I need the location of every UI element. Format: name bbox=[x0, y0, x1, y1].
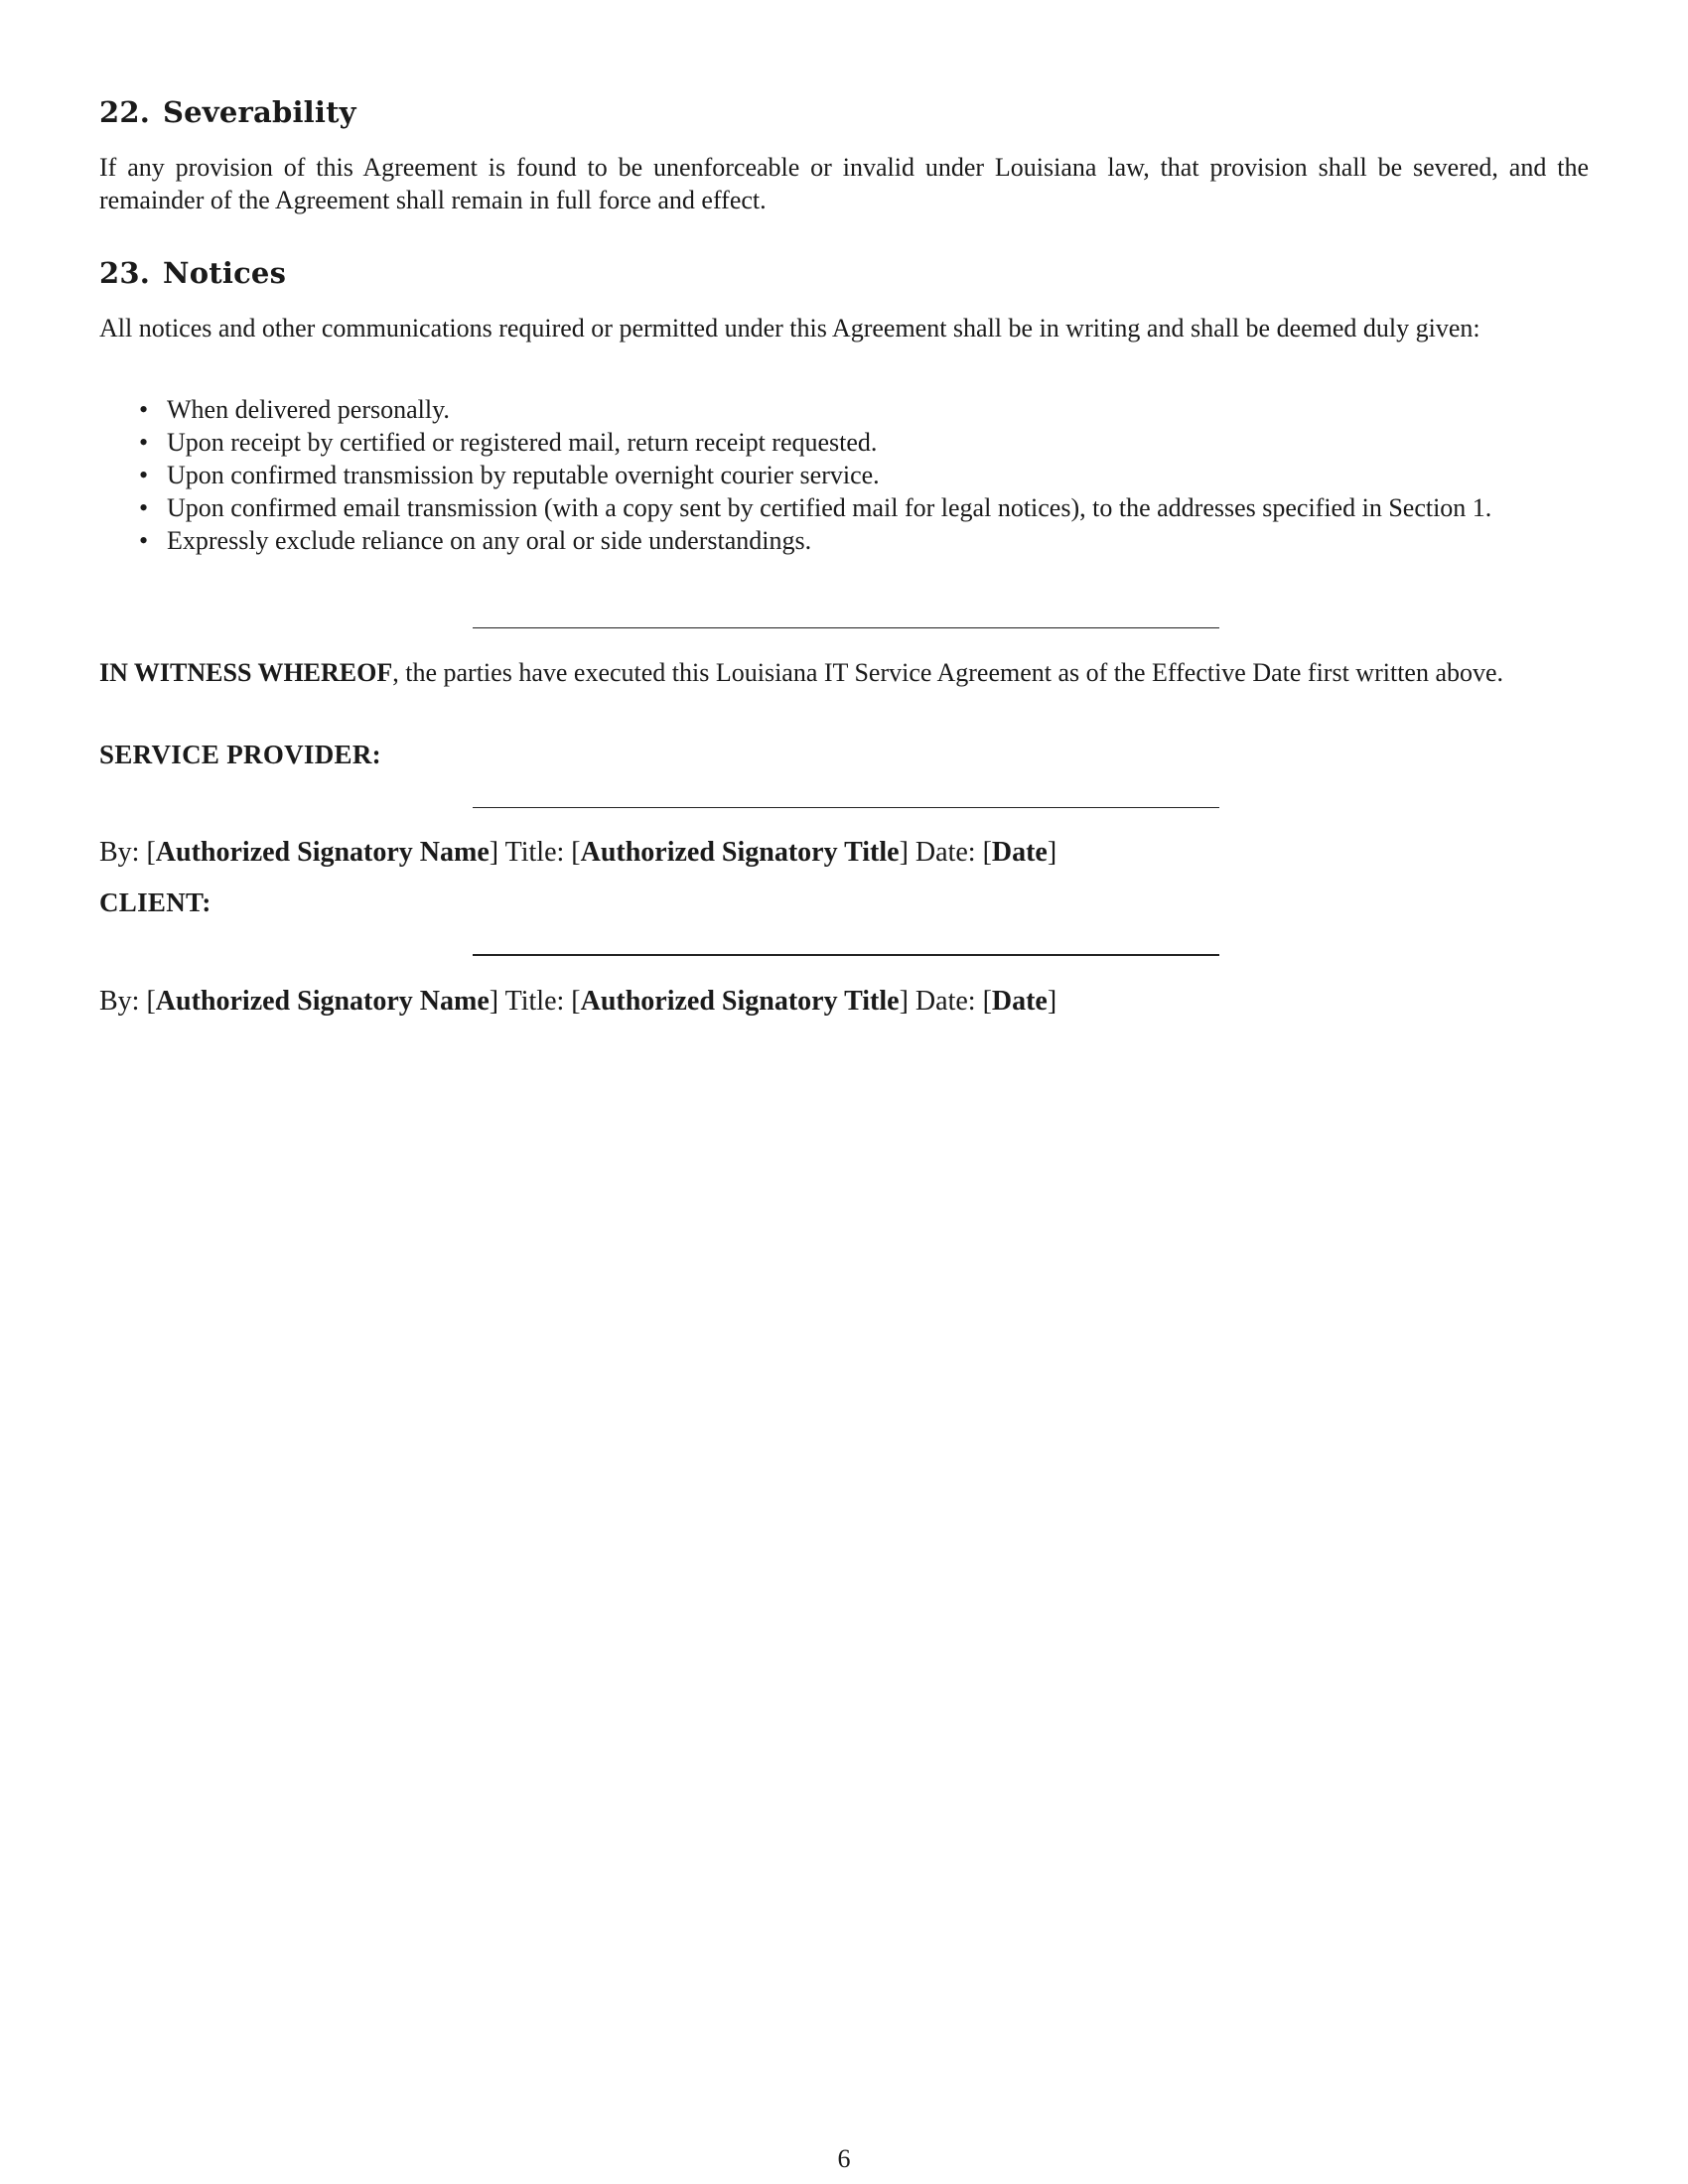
section-heading-severability bbox=[99, 95, 356, 129]
bullet-icon: • bbox=[139, 493, 149, 522]
bullet-icon: • bbox=[139, 526, 149, 555]
witness-text: , the parties have executed this Louisiana IT Service Agreement as of the Effective Date first written above. bbox=[392, 658, 1504, 687]
witness-lead: IN WITNESS WHEREOF bbox=[99, 658, 393, 687]
section-body-notices: All notices and other communications required or permitted under this Agreement shall be in writing and shall be deemed duly given: bbox=[99, 314, 1480, 342]
horizontal-divider bbox=[473, 627, 1219, 628]
signatory-title: Authorized Signatory Title bbox=[580, 986, 900, 1017]
client-label: CLIENT: bbox=[99, 887, 211, 917]
bullet-icon: • bbox=[139, 461, 149, 489]
section-number: 23. bbox=[99, 256, 151, 290]
list-item: • Upon receipt by certified or registered mail, return receipt requested. bbox=[139, 428, 878, 457]
signature-line-client bbox=[473, 954, 1219, 956]
page-number: 6 bbox=[837, 2144, 851, 2173]
section-title: Notices bbox=[163, 256, 287, 290]
list-item: • Upon confirmed email transmission (with a copy sent by certified mail for legal notices), to the addresses specified in Section 1. bbox=[139, 493, 1492, 522]
service-provider-label: SERVICE PROVIDER: bbox=[99, 740, 381, 769]
bullet-icon: • bbox=[139, 395, 149, 424]
section-heading-notices bbox=[99, 256, 286, 290]
signature-date: Date bbox=[991, 986, 1048, 1017]
list-item: • When delivered personally. bbox=[139, 395, 450, 424]
section-title: Severability bbox=[163, 95, 356, 129]
section-body-severability: If any provision of this Agreement is found to be unenforceable or invalid under Louisiana law, that provision shall be severed, and the remainder of the Agreement shall remain in full force and effect. bbox=[99, 153, 1589, 214]
list-item: • Upon confirmed transmission by reputable overnight courier service. bbox=[139, 461, 880, 489]
document-page bbox=[99, 0, 1589, 2184]
list-item: • Expressly exclude reliance on any oral or side understandings. bbox=[139, 526, 812, 555]
signatory-title: Authorized Signatory Title bbox=[580, 837, 900, 868]
signature-block-service-provider: By: [Authorized Signatory Name] Title: [Authorized Signatory Title] Date: [Date] bbox=[99, 837, 1057, 868]
witness-statement bbox=[99, 656, 1589, 689]
signatory-name: Authorized Signatory Name bbox=[155, 986, 490, 1017]
signatory-name: Authorized Signatory Name bbox=[155, 837, 490, 868]
notices-bullet-list bbox=[99, 393, 1589, 557]
section-number: 22. bbox=[99, 95, 151, 129]
signature-block-client: By: [Authorized Signatory Name] Title: [Authorized Signatory Title] Date: [Date] bbox=[99, 986, 1057, 1017]
signature-line-service-provider bbox=[473, 807, 1219, 808]
bullet-icon: • bbox=[139, 428, 149, 457]
signature-date: Date bbox=[991, 837, 1048, 868]
